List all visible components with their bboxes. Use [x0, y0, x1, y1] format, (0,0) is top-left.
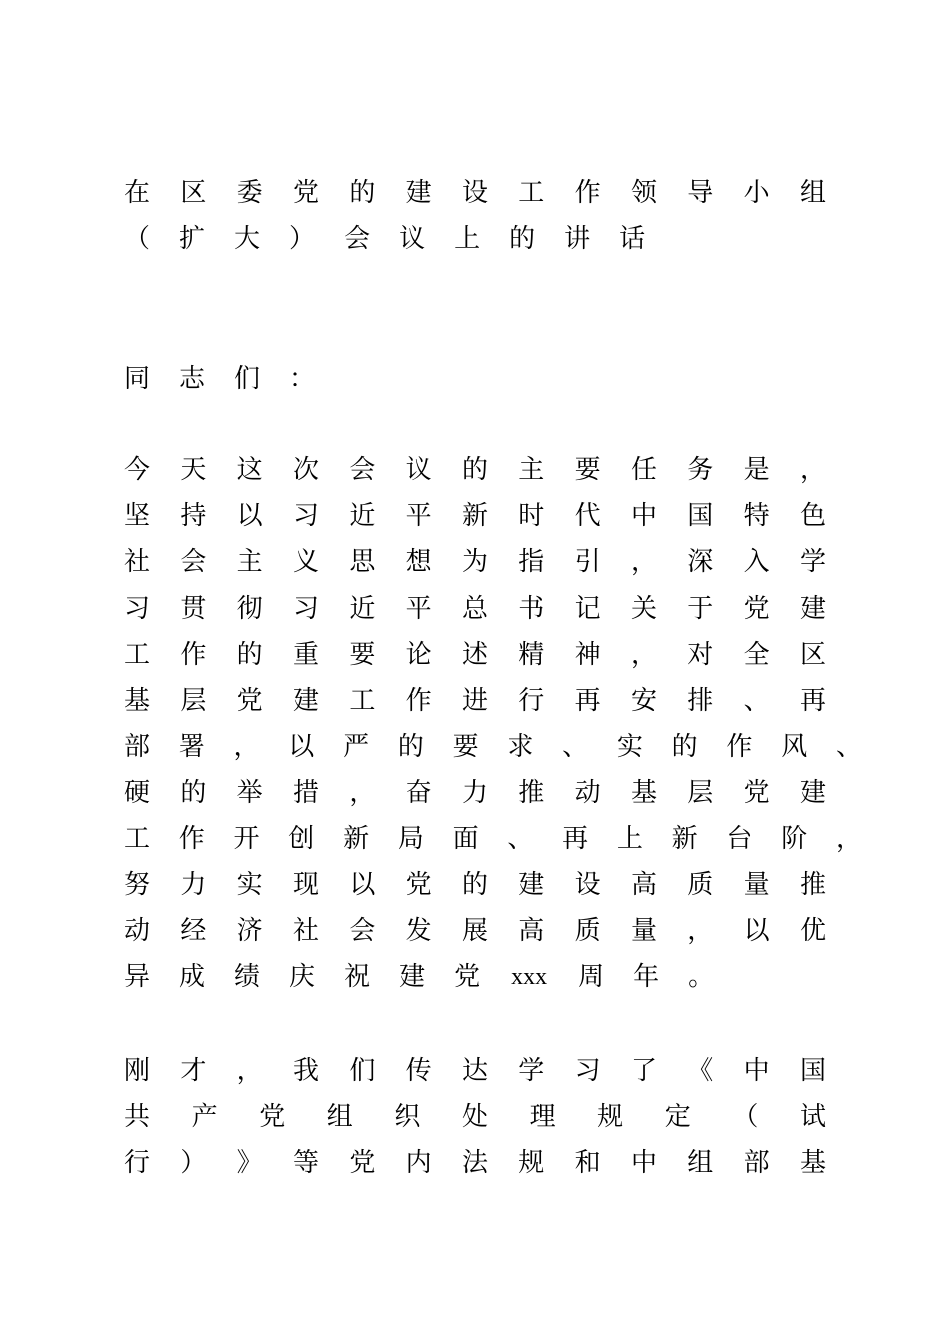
glyph: 入 — [743, 547, 770, 577]
glyph: 会 — [180, 547, 207, 577]
glyph: 工 — [124, 640, 151, 670]
glyph: 国 — [799, 1056, 826, 1086]
glyph: 力 — [461, 778, 488, 808]
glyph: 党 — [259, 1102, 286, 1132]
glyph: 书 — [518, 594, 545, 624]
glyph: 求 — [507, 732, 534, 762]
glyph: 大 — [234, 224, 261, 254]
glyph: 创 — [288, 824, 315, 854]
glyph: 建 — [799, 594, 826, 624]
glyph: 面 — [452, 824, 479, 854]
title-line-2 — [124, 222, 674, 256]
glyph: 新 — [671, 824, 698, 854]
glyph: 等 — [292, 1148, 319, 1178]
glyph: 想 — [405, 547, 432, 577]
glyph: ， — [835, 824, 862, 854]
glyph: 建 — [799, 778, 826, 808]
glyph: 这 — [236, 455, 263, 485]
glyph: 推 — [518, 778, 545, 808]
glyph: ， — [349, 778, 376, 808]
glyph: 层 — [687, 778, 714, 808]
glyph: 、 — [562, 732, 589, 762]
glyph: 习 — [292, 501, 319, 531]
glyph: 为 — [461, 547, 488, 577]
glyph: 硬 — [124, 778, 151, 808]
glyph: 基 — [630, 778, 657, 808]
glyph: ， — [799, 455, 826, 485]
glyph: 、 — [507, 824, 534, 854]
paragraph-1-line — [124, 914, 826, 948]
glyph: 措 — [292, 778, 319, 808]
glyph: 》 — [236, 1148, 263, 1178]
glyph: 成 — [179, 962, 206, 992]
glyph: 织 — [394, 1102, 421, 1132]
glyph: 社 — [124, 547, 151, 577]
glyph: 中 — [630, 1148, 657, 1178]
glyph: 行 — [124, 1148, 151, 1178]
glyph: 领 — [630, 178, 657, 208]
glyph: 异 — [124, 962, 151, 992]
glyph: 工 — [518, 178, 545, 208]
glyph: 排 — [687, 686, 714, 716]
glyph: 的 — [461, 455, 488, 485]
glyph: 建 — [405, 178, 432, 208]
salutation — [124, 362, 344, 396]
glyph: 指 — [518, 547, 545, 577]
glyph: 理 — [529, 1102, 556, 1132]
glyph: 实 — [616, 732, 643, 762]
glyph: 话 — [619, 224, 646, 254]
glyph: 动 — [124, 916, 151, 946]
glyph: 的 — [349, 178, 376, 208]
glyph: 绩 — [234, 962, 261, 992]
glyph: 量 — [743, 870, 770, 900]
glyph: 全 — [743, 640, 770, 670]
glyph: ） — [180, 1148, 207, 1178]
glyph: 色 — [799, 501, 826, 531]
glyph: 安 — [630, 686, 657, 716]
glyph: 部 — [743, 1148, 770, 1178]
glyph: 达 — [461, 1056, 488, 1086]
glyph: 再 — [799, 686, 826, 716]
glyph: 质 — [687, 870, 714, 900]
glyph: 义 — [292, 547, 319, 577]
glyph: 社 — [292, 916, 319, 946]
glyph: 讲 — [564, 224, 591, 254]
glyph: 国 — [687, 501, 714, 531]
glyph: 祝 — [344, 962, 371, 992]
glyph: 发 — [405, 916, 432, 946]
glyph: 优 — [799, 916, 826, 946]
glyph: 建 — [518, 870, 545, 900]
glyph: 力 — [180, 870, 207, 900]
glyph: 作 — [180, 640, 207, 670]
glyph: 工 — [349, 686, 376, 716]
glyph: 党 — [743, 778, 770, 808]
glyph: 同 — [124, 364, 151, 394]
glyph: 党 — [405, 870, 432, 900]
glyph: 组 — [799, 178, 826, 208]
glyph: 务 — [687, 455, 714, 485]
glyph: 议 — [405, 455, 432, 485]
glyph: 进 — [461, 686, 488, 716]
glyph: 了 — [630, 1056, 657, 1086]
glyph: 建 — [399, 962, 426, 992]
glyph: 述 — [461, 640, 488, 670]
glyph: 动 — [574, 778, 601, 808]
glyph: 近 — [349, 594, 376, 624]
glyph: 会 — [349, 455, 376, 485]
glyph: 作 — [574, 178, 601, 208]
paragraph-1-line — [124, 822, 862, 856]
glyph: 扩 — [179, 224, 206, 254]
glyph: 济 — [236, 916, 263, 946]
glyph: 贯 — [180, 594, 207, 624]
paragraph-1-line — [124, 545, 826, 579]
glyph: ： — [289, 364, 316, 394]
glyph: 和 — [574, 1148, 601, 1178]
glyph: 内 — [405, 1148, 432, 1178]
glyph: 高 — [518, 916, 545, 946]
glyph: 主 — [518, 455, 545, 485]
glyph: 要 — [452, 732, 479, 762]
paragraph-1-line — [124, 776, 826, 810]
paragraph-1-line — [124, 730, 862, 764]
glyph: 精 — [518, 640, 545, 670]
glyph: xxx — [511, 964, 548, 990]
paragraph-1-line — [124, 638, 826, 672]
glyph: 建 — [292, 686, 319, 716]
glyph: 要 — [574, 455, 601, 485]
glyph: 基 — [124, 686, 151, 716]
glyph: 开 — [233, 824, 260, 854]
glyph: 以 — [288, 732, 315, 762]
glyph: 的 — [236, 640, 263, 670]
glyph: 是 — [743, 455, 770, 485]
glyph: 对 — [687, 640, 714, 670]
glyph: 们 — [349, 1056, 376, 1086]
glyph: 天 — [180, 455, 207, 485]
glyph: 党 — [292, 178, 319, 208]
glyph: 阶 — [781, 824, 808, 854]
glyph: 共 — [124, 1102, 151, 1132]
glyph: （ — [732, 1102, 759, 1132]
glyph: 思 — [349, 547, 376, 577]
glyph: （ — [124, 224, 151, 254]
glyph: 记 — [574, 594, 601, 624]
paragraph-1-line — [124, 684, 826, 718]
glyph: 再 — [562, 824, 589, 854]
glyph: 署 — [178, 732, 205, 762]
glyph: 处 — [461, 1102, 488, 1132]
glyph: 党 — [236, 686, 263, 716]
glyph: 党 — [349, 1148, 376, 1178]
glyph: 法 — [461, 1148, 488, 1178]
glyph: 展 — [461, 916, 488, 946]
title-line-1 — [124, 176, 826, 210]
glyph: 局 — [397, 824, 424, 854]
glyph: 议 — [399, 224, 426, 254]
glyph: 平 — [405, 594, 432, 624]
glyph: 中 — [743, 1056, 770, 1086]
glyph: 党 — [454, 962, 481, 992]
glyph: 党 — [743, 594, 770, 624]
paragraph-1-line — [124, 960, 743, 994]
glyph: ， — [630, 640, 657, 670]
glyph: 经 — [180, 916, 207, 946]
paragraph-1-line — [124, 592, 826, 626]
glyph: 产 — [191, 1102, 218, 1132]
glyph: 小 — [743, 178, 770, 208]
glyph: 设 — [461, 178, 488, 208]
glyph: 作 — [178, 824, 205, 854]
glyph: 神 — [574, 640, 601, 670]
glyph: 次 — [292, 455, 319, 485]
glyph: 会 — [349, 916, 376, 946]
glyph: 努 — [124, 870, 151, 900]
glyph: 的 — [180, 778, 207, 808]
glyph: 坚 — [124, 501, 151, 531]
glyph: 、 — [835, 732, 862, 762]
glyph: 部 — [124, 732, 151, 762]
glyph: 规 — [597, 1102, 624, 1132]
glyph: 中 — [630, 501, 657, 531]
glyph: 推 — [799, 870, 826, 900]
glyph: ， — [687, 916, 714, 946]
glyph: 设 — [574, 870, 601, 900]
glyph: 现 — [292, 870, 319, 900]
glyph: 严 — [343, 732, 370, 762]
glyph: 定 — [664, 1102, 691, 1132]
glyph: 奋 — [405, 778, 432, 808]
paragraph-1-line — [124, 868, 826, 902]
glyph: 的 — [461, 870, 488, 900]
glyph: 导 — [687, 178, 714, 208]
glyph: 再 — [574, 686, 601, 716]
glyph: 持 — [180, 501, 207, 531]
glyph: 于 — [687, 594, 714, 624]
glyph: 关 — [630, 594, 657, 624]
glyph: 。 — [688, 962, 715, 992]
glyph: 近 — [349, 501, 376, 531]
glyph: 风 — [781, 732, 808, 762]
glyph: 代 — [574, 501, 601, 531]
glyph: 习 — [124, 594, 151, 624]
glyph: 深 — [687, 547, 714, 577]
glyph: 区 — [180, 178, 207, 208]
glyph: ， — [630, 547, 657, 577]
glyph: 举 — [236, 778, 263, 808]
glyph: 、 — [743, 686, 770, 716]
glyph: 《 — [687, 1056, 714, 1086]
glyph: 组 — [326, 1102, 353, 1132]
glyph: 新 — [343, 824, 370, 854]
glyph: 委 — [236, 178, 263, 208]
glyph: 周 — [578, 962, 605, 992]
glyph: 重 — [292, 640, 319, 670]
glyph: 高 — [630, 870, 657, 900]
glyph: 会 — [344, 224, 371, 254]
glyph: 时 — [518, 501, 545, 531]
glyph: 上 — [616, 824, 643, 854]
glyph: 工 — [124, 824, 151, 854]
glyph: 庆 — [289, 962, 316, 992]
glyph: 习 — [292, 594, 319, 624]
glyph: 的 — [509, 224, 536, 254]
glyph: 我 — [292, 1056, 319, 1086]
glyph: 作 — [726, 732, 753, 762]
paragraph-2-line — [124, 1054, 826, 1088]
glyph: 的 — [671, 732, 698, 762]
glyph: 上 — [454, 224, 481, 254]
paragraph-1-line — [124, 453, 826, 487]
glyph: 学 — [518, 1056, 545, 1086]
glyph: 刚 — [124, 1056, 151, 1086]
glyph: 规 — [518, 1148, 545, 1178]
glyph: 新 — [461, 501, 488, 531]
glyph: 引 — [574, 547, 601, 577]
glyph: 才 — [180, 1056, 207, 1086]
glyph: 台 — [726, 824, 753, 854]
glyph: 以 — [236, 501, 263, 531]
glyph: 实 — [236, 870, 263, 900]
glyph: 彻 — [236, 594, 263, 624]
glyph: 基 — [799, 1148, 826, 1178]
glyph: 的 — [397, 732, 424, 762]
glyph: 要 — [349, 640, 376, 670]
glyph: 特 — [743, 501, 770, 531]
glyph: 以 — [743, 916, 770, 946]
glyph: 年 — [633, 962, 660, 992]
glyph: 在 — [124, 178, 151, 208]
glyph: 今 — [124, 455, 151, 485]
paragraph-1-line — [124, 499, 826, 533]
paragraph-2-line — [124, 1146, 826, 1180]
glyph: 组 — [687, 1148, 714, 1178]
glyph: 区 — [799, 640, 826, 670]
glyph: 量 — [630, 916, 657, 946]
glyph: 论 — [405, 640, 432, 670]
glyph: 传 — [405, 1056, 432, 1086]
glyph: 学 — [799, 547, 826, 577]
glyph: 任 — [630, 455, 657, 485]
glyph: 志 — [179, 364, 206, 394]
glyph: ） — [289, 224, 316, 254]
glyph: 平 — [405, 501, 432, 531]
glyph: ， — [236, 1056, 263, 1086]
glyph: 总 — [461, 594, 488, 624]
glyph: 主 — [236, 547, 263, 577]
glyph: 质 — [574, 916, 601, 946]
glyph: 作 — [405, 686, 432, 716]
glyph: 们 — [234, 364, 261, 394]
glyph: 习 — [574, 1056, 601, 1086]
glyph: 行 — [518, 686, 545, 716]
paragraph-2-line — [124, 1100, 826, 1134]
glyph: 层 — [180, 686, 207, 716]
glyph: 试 — [799, 1102, 826, 1132]
glyph: 以 — [349, 870, 376, 900]
glyph: ， — [233, 732, 260, 762]
